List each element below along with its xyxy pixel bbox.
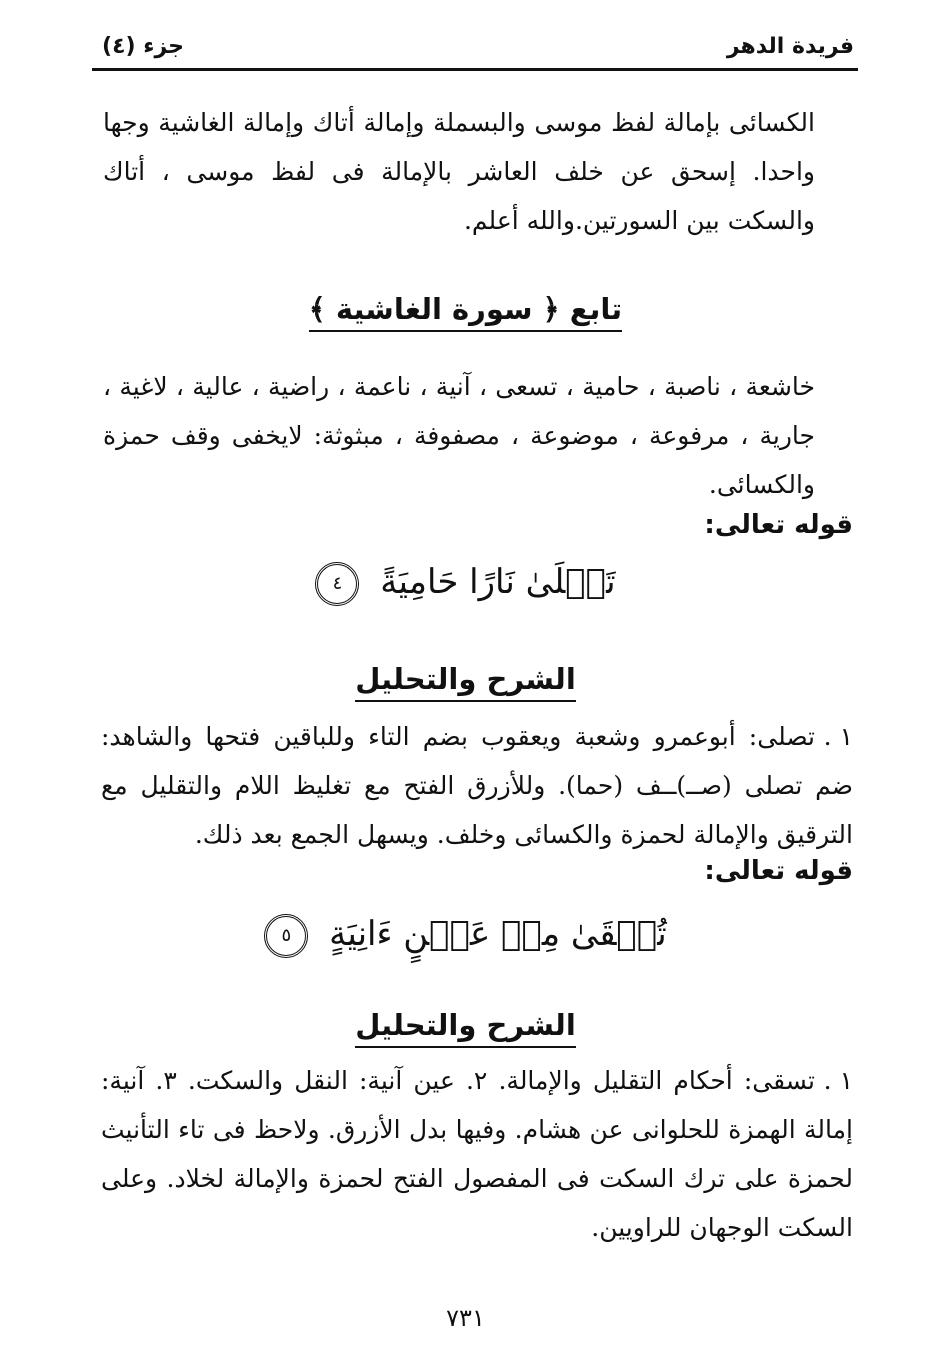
- verse-2: [0, 914, 931, 958]
- analysis-item-2: [101, 1056, 853, 1252]
- item-number: ١ .: [823, 1066, 853, 1095]
- words-paragraph: خاشعة ، ناصبة ، حامية ، تسعى ، آنية ، ناعمة ، راضية ، عالية ، لاغية ، جارية ، مرفوعة ، موضوعة ، مصفوفة ، مبثوثة: لايخفى وقف حمزة والكسائى.: [103, 372, 815, 499]
- section-heading: [0, 292, 931, 326]
- part-number: جزء (٤): [102, 34, 185, 59]
- ayah-number-marker: ٥: [264, 914, 308, 958]
- book-title: فريدة الدهر: [726, 34, 854, 59]
- analysis-heading-2-text: الشرح والتحليل: [355, 1008, 576, 1048]
- verse-intro-2: قوله تعالى:: [704, 856, 853, 886]
- verse-1: [0, 562, 931, 606]
- analysis-item-2-text: تسقى: أحكام التقليل والإمالة. ٢. عين آنية: النقل والسكت. ٣. آنية: إمالة الهمزة للحلوانى عن هشام. وفيها بدل الأزرق. ولاحظ فى تاء التأنيث لحمزة على ترك السكت فى المفصول الفتح لحمزة والإمالة لخلاد. وعلى السكت الوجهان للراويين.: [101, 1066, 853, 1242]
- ayah-number-marker: ٤: [315, 562, 359, 606]
- verse-intro-1: قوله تعالى:: [704, 510, 853, 540]
- analysis-item-1: [101, 712, 853, 859]
- analysis-heading-2: [0, 1008, 931, 1042]
- analysis-heading-1: [0, 662, 931, 696]
- analysis-item-1-text: تصلى: أبوعمرو وشعبة ويعقوب بضم التاء وللباقين فتحها والشاهد: ضم تصلى (صــ)ــف (حما). وللأزرق الفتح مع تغليظ اللام والتقليل مع الترقيق والإمالة لحمزة والكسائى وخلف. ويسهل الجمع بعد ذلك.: [101, 722, 854, 849]
- verse-2-text: تُسۡقَىٰ مِنۡ عَيۡنٍ ءَانِيَةٍ: [329, 914, 667, 954]
- page-number: ٧٣١: [446, 1304, 485, 1332]
- section-heading-text: تابع ﴿ سورة الغاشية ﴾: [309, 292, 622, 332]
- item-number: ١ .: [823, 722, 853, 751]
- page-header: [92, 32, 858, 71]
- verse-1-text: تَصۡلَىٰ نَارًا حَامِيَةً: [380, 562, 616, 602]
- analysis-heading-1-text: الشرح والتحليل: [355, 662, 576, 702]
- intro-paragraph: الكسائى بإمالة لفظ موسى والبسملة وإمالة أتاك وإمالة الغاشية وجها واحدا. إسحق عن خلف العاشر بالإمالة فى لفظ موسى ، أتاك والسكت بين السورتين.والله أعلم.: [103, 108, 815, 235]
